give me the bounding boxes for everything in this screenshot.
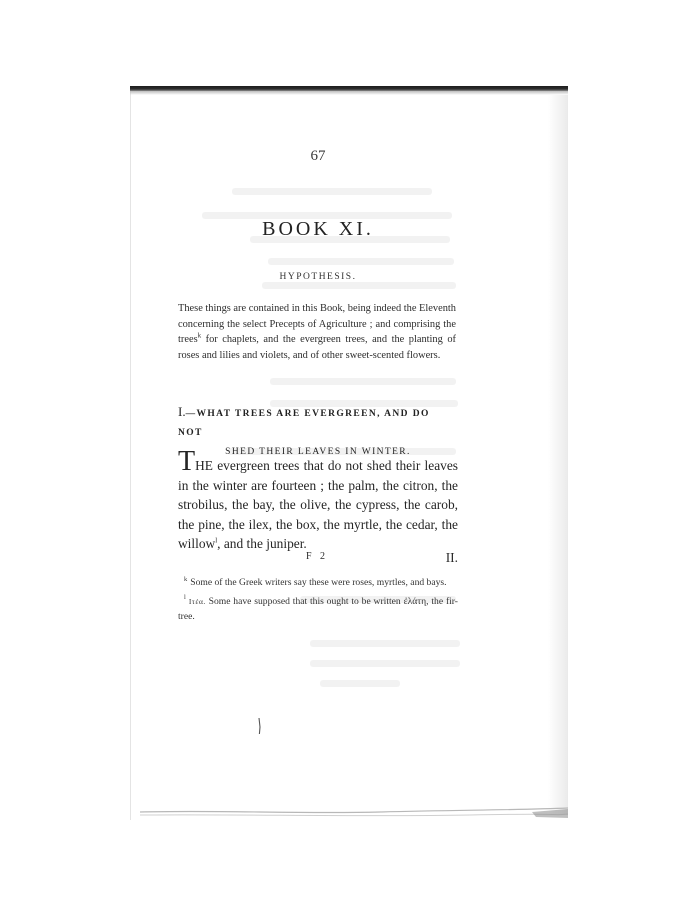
- footnote-greek-lead: Ιτέα.: [188, 596, 206, 606]
- intro-text-cont: for chaplets, and the evergreen trees, and the planting of roses and lilies and violets, and of other sweet-scented flowers.: [178, 334, 456, 361]
- footnotes: [178, 575, 458, 628]
- footnote-greek-word: ἐλάτη,: [403, 595, 429, 607]
- signature-mark: F 2: [306, 551, 329, 562]
- footnote-k: [178, 575, 458, 591]
- hypothesis-paragraph: [178, 301, 456, 363]
- catchword: II.: [445, 550, 458, 565]
- body-paragraph: [178, 446, 458, 554]
- footnote-ref-l: l: [215, 536, 218, 545]
- section-heading-line2: SHED THEIR LEAVES IN WINTER.: [225, 447, 411, 457]
- footnote-text-tail: the fir-tree.: [178, 595, 459, 622]
- footnote-text: Some of the Greek writers say these were roses, myrtles, and bays.: [190, 577, 447, 588]
- body-text: evergreen trees that do not shed their leaves in the winter are fourteen ; the palm, the citron, the strobilus, the bay, the olive, the cypress, the carob, the pine, the ilex, the box, the myrtle, the cedar, the willow: [178, 458, 458, 552]
- ink-speck: [258, 718, 261, 734]
- hypothesis-heading: HYPOTHESIS.: [279, 272, 357, 282]
- drop-cap: T: [178, 446, 196, 477]
- footnote-text: Some have supposed that this ought to be written: [205, 595, 401, 607]
- section-heading-line1: —WHAT TREES ARE EVERGREEN, AND DO NOT: [178, 409, 430, 438]
- page-footer-line: [178, 551, 458, 571]
- drop-cap-rest: HE: [195, 458, 213, 473]
- body-text-cont: , and the juniper.: [217, 536, 307, 552]
- page-number: 67: [310, 148, 326, 164]
- footnote-ref-k: k: [197, 331, 202, 340]
- section-number: I.: [178, 404, 186, 419]
- footnote-l: [178, 594, 458, 625]
- book-title: BOOK XI.: [262, 218, 374, 240]
- footnote-mark: k: [184, 575, 188, 583]
- footnote-mark: l: [184, 594, 186, 602]
- page-right-shadow: [548, 95, 568, 815]
- page-bottom-edge: [140, 806, 568, 820]
- page-top-edge-shadow: [130, 91, 568, 95]
- intro-text: These things are contained in this Book, being indeed the Eleventh concerning the select Precepts of Agriculture ; and comprising the trees: [178, 303, 456, 345]
